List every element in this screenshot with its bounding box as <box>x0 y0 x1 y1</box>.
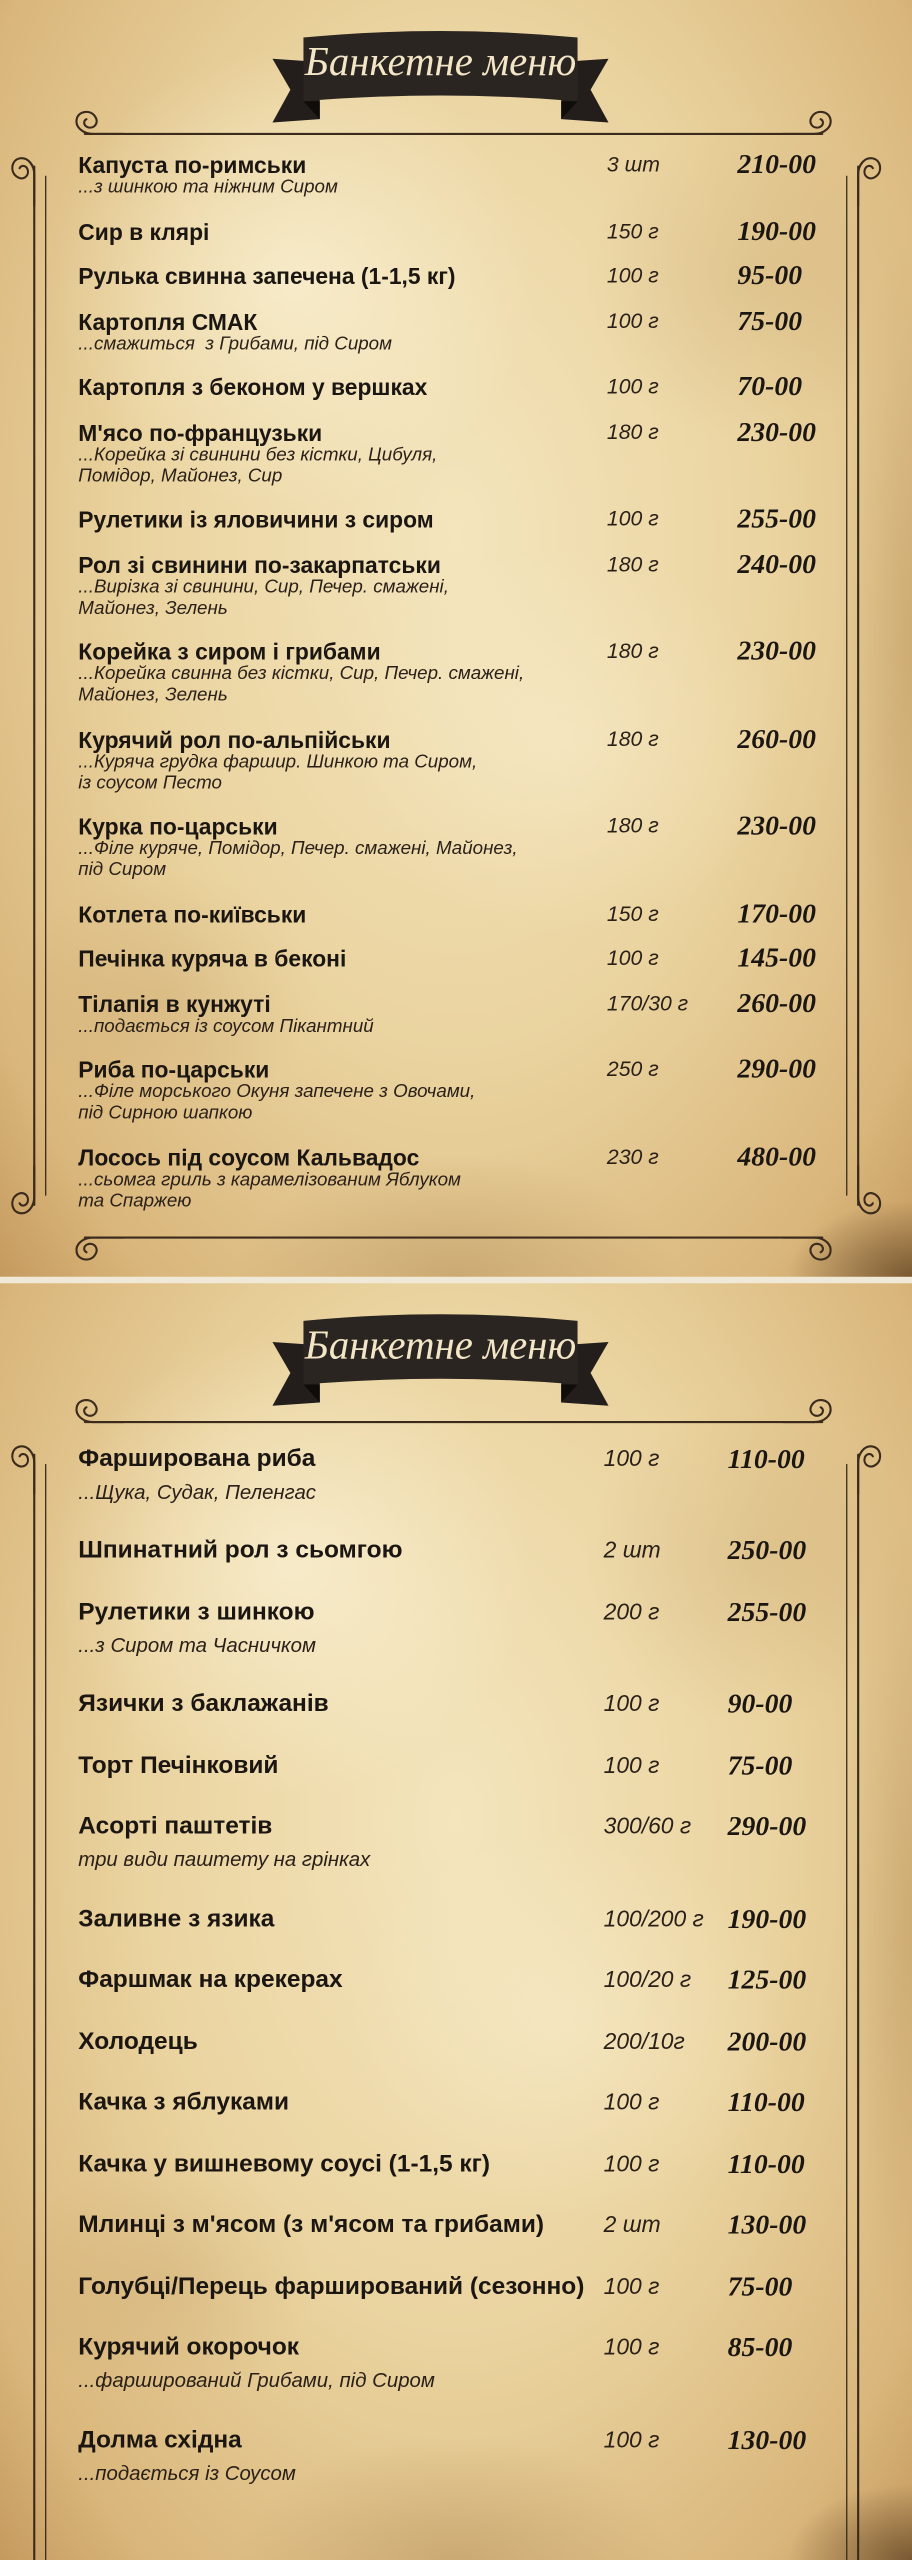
menu-item-portion: 100 г <box>603 1751 660 1778</box>
menu-item-description-line: ...Корейка зі свинини без кістки, Цибуля, <box>78 444 438 465</box>
menu-item-price: 230-00 <box>737 809 817 841</box>
menu-item-price: 145-00 <box>737 942 817 974</box>
menu-item-name: Долма східна <box>78 2425 242 2454</box>
menu-item-price: 230-00 <box>737 635 817 667</box>
menu-item-portion: 100 г <box>606 262 659 288</box>
menu-item-name: Курка по-царськи <box>78 813 278 840</box>
menu-item-name: Язички з баклажанів <box>78 1689 329 1718</box>
menu-item-portion: 100 г <box>603 2425 660 2452</box>
menu-item-name: Асорті паштетів <box>78 1812 273 1840</box>
menu-item-name: Тілапія в кунжуті <box>78 990 271 1017</box>
menu-item-price: 75-00 <box>727 1749 793 1781</box>
menu-item-name: Рулька свинна запечена (1-1,5 кг) <box>78 262 456 289</box>
menu-item-name: Качка з яблуками <box>78 2088 290 2116</box>
menu-item-portion: 250 г <box>606 1056 659 1081</box>
menu-item-description-line: ...з шинкою та ніжним Сиром <box>78 177 338 198</box>
menu-item-description-line: ...Філе морського Окуня запечене з Овочами, <box>78 1082 476 1103</box>
menu-item-name: Корейка з сиром і грибами <box>78 638 381 665</box>
menu-item-portion: 100 г <box>603 2271 660 2298</box>
menu-item-description <box>78 178 861 199</box>
menu-item <box>78 2027 861 2088</box>
menu-item-name: Млинці з м'ясом (з м'ясом та грибами) <box>78 2210 545 2239</box>
menu-item-name: Курячий окорочок <box>78 2333 300 2361</box>
menu-item-description <box>78 839 861 881</box>
menu-item-name: Фарширована риба <box>78 1444 316 1472</box>
menu-item-name: Рулетики із яловичини з сиром <box>78 506 434 533</box>
menu-item-price: 260-00 <box>737 986 817 1018</box>
menu-item-portion: 180 г <box>606 418 659 444</box>
menu-item-portion: 200/10г <box>603 2026 685 2054</box>
menu-item-name: Риба по-царськи <box>78 1056 270 1083</box>
menu-item-description-line: три види паштету на грінках <box>78 1848 371 1872</box>
menu-item-price: 95-00 <box>737 259 803 291</box>
menu-item-price: 290-00 <box>727 1810 807 1842</box>
menu-item-name: Рулетики з шинкою <box>78 1597 315 1626</box>
menu-item <box>78 148 861 218</box>
menu-item-portion: 200 г <box>603 1597 660 1624</box>
menu-item <box>78 2149 861 2210</box>
menu-item <box>78 809 861 900</box>
menu-item-portion: 100 г <box>603 2088 660 2115</box>
menu-item <box>78 897 861 945</box>
menu-item-portion: 3 шт <box>606 151 660 177</box>
menu-item-description <box>78 664 861 706</box>
menu-item-name: Холодець <box>78 2026 198 2055</box>
menu-item-description <box>78 445 861 487</box>
menu-item-name: Сир в клярі <box>78 217 210 245</box>
menu-item-portion: 100/20 г <box>603 1965 692 1992</box>
menu-item-description-line: ...Куряча грудка фаршир. Шинкою та Сиром, <box>78 751 478 772</box>
menu-item-description <box>78 752 861 794</box>
menu-item <box>78 214 861 263</box>
menu-item-price: 230-00 <box>737 415 817 447</box>
menu-item-name: Лосось під соусом Кальвадос <box>78 1143 420 1170</box>
menu-item-portion: 100 г <box>603 2333 660 2360</box>
menu-item-description-line: ...фарширований Грибами, під Сиром <box>78 2368 435 2392</box>
menu-list-page-1 <box>78 148 861 1231</box>
menu-item-description-line: Помідор, Майонез, Сир <box>78 466 283 486</box>
menu-item-description-line: та Спаржею <box>78 1191 192 1211</box>
menu-item-portion: 230 г <box>606 1143 659 1169</box>
menu-item-price: 85-00 <box>727 2331 793 2363</box>
menu-title: Банкетне меню <box>304 1324 577 1369</box>
menu-item-portion: 100 г <box>606 945 659 970</box>
menu-item <box>78 547 861 638</box>
menu-item-portion: 100 г <box>603 1689 660 1716</box>
menu-item <box>78 370 861 419</box>
menu-item-portion: 100 г <box>603 2149 660 2176</box>
menu-item-description-line: із соусом Песто <box>78 773 222 793</box>
menu-item-name: Курячий рол по-альпійськи <box>78 725 391 752</box>
menu-item-portion: 300/60 г <box>603 1812 692 1839</box>
menu-item-name: Рол зі свинини по-закарпатськи <box>78 551 441 578</box>
menu-item-name: Печінка куряча в беконі <box>78 945 347 972</box>
menu-item-price: 170-00 <box>737 897 817 929</box>
menu-item-price: 210-00 <box>737 148 817 180</box>
menu-item-description <box>78 1016 861 1037</box>
menu-item-price: 110-00 <box>727 2086 805 2118</box>
menu-item-portion: 100 г <box>606 307 659 333</box>
menu-item-description <box>78 1082 861 1124</box>
menu-item-description-line: ...подається із соусом Пікантний <box>78 1016 374 1036</box>
menu-list-page-2 <box>78 1444 861 2517</box>
menu-item-price: 240-00 <box>737 547 817 579</box>
menu-item <box>78 2333 861 2425</box>
menu-item-price: 290-00 <box>737 1053 817 1085</box>
menu-item <box>78 1751 861 1812</box>
menu-item-price: 255-00 <box>727 1595 807 1627</box>
menu-item-description <box>78 1633 861 1656</box>
menu-item <box>78 1690 861 1751</box>
menu-item-name: Фаршмак на крекерах <box>78 1965 343 1994</box>
menu-item <box>78 2425 861 2517</box>
menu-item-price: 75-00 <box>727 2270 793 2302</box>
menu-item-price: 125-00 <box>727 1964 807 1996</box>
menu-page-1 <box>0 0 912 1277</box>
menu-item-name: Котлета по-київськи <box>78 900 307 927</box>
menu-item-description <box>78 2369 861 2392</box>
menu-item-description-line: ...Щука, Судак, Пеленгас <box>78 1480 317 1503</box>
menu-item-portion: 180 г <box>606 638 659 663</box>
menu-item-description-line: ...Вирізка зі свинини, Сир, Печер. смажені, <box>78 577 449 597</box>
menu-item-price: 250-00 <box>727 1534 807 1566</box>
menu-item <box>78 1966 861 2027</box>
menu-item-price: 110-00 <box>727 1442 805 1474</box>
menu-title: Банкетне меню <box>304 40 577 85</box>
menu-item-description-line: ...смажиться з Грибами, під Сиром <box>78 333 392 354</box>
menu-item-portion: 100 г <box>603 1444 660 1471</box>
menu-item <box>78 304 861 374</box>
menu-item-name: Торт Печінковий <box>78 1751 279 1779</box>
menu-item <box>78 2088 861 2149</box>
menu-item-price: 190-00 <box>737 214 817 246</box>
menu-item-price: 130-00 <box>727 2423 807 2455</box>
menu-item <box>78 1444 861 1536</box>
menu-item <box>78 1595 861 1690</box>
menu-item-name: Капуста по-римськи <box>78 151 307 178</box>
menu-item <box>78 2208 861 2272</box>
menu-item <box>78 1536 861 1597</box>
menu-item <box>78 2272 861 2333</box>
menu-item-portion: 2 шт <box>603 2210 661 2237</box>
menu-item-name: Голубці/Перець фарширований (сезонно) <box>78 2271 585 2300</box>
menu-item-name: М'ясо по-французьки <box>78 418 323 445</box>
menu-item-portion: 180 г <box>606 551 659 576</box>
menu-item-description-line: ...подається із Соусом <box>78 2461 296 2485</box>
menu-item <box>78 259 861 308</box>
menu-item-name: Картопля СМАК <box>78 307 258 334</box>
menu-item-portion: 170/30 г <box>606 990 689 1015</box>
menu-item <box>78 635 861 725</box>
menu-item-description-line: ...з Сиром та Часничком <box>78 1633 316 1657</box>
menu-item-portion: 100 г <box>606 506 659 531</box>
menu-item-description-line: Майонез, Зелень <box>78 685 228 706</box>
menu-item-description-line: ...Корейка свинна без кістки, Сир, Печер. смажені, <box>78 664 525 685</box>
menu-item-description-line: під Сирною шапкою <box>78 1103 253 1124</box>
menu-item-name: Шпинатний рол з сьомгою <box>78 1536 403 1565</box>
menu-item-portion: 180 г <box>606 725 659 751</box>
menu-item <box>78 415 861 506</box>
menu-item-description <box>78 577 861 619</box>
menu-item-price: 75-00 <box>737 304 803 336</box>
menu-item-name: Заливне з язика <box>78 1904 275 1933</box>
menu-item-price: 260-00 <box>737 722 817 754</box>
menu-item-portion: 100/200 г <box>603 1904 704 1931</box>
menu-page-2 <box>0 1283 912 2560</box>
menu-item <box>78 1140 861 1231</box>
menu-item-portion: 150 г <box>606 900 659 925</box>
menu-item <box>78 1812 861 1904</box>
menu-item-price: 200-00 <box>727 2025 807 2057</box>
menu-item-description-line: Майонез, Зелень <box>78 598 228 618</box>
menu-item <box>78 1053 861 1143</box>
menu-item-name: Картопля з беконом у вершках <box>78 373 428 400</box>
menu-item-price: 90-00 <box>727 1688 793 1720</box>
menu-item <box>78 942 861 990</box>
menu-item-price: 255-00 <box>737 502 817 534</box>
menu-item-price: 110-00 <box>727 2147 805 2179</box>
menu-item <box>78 1904 861 1965</box>
menu-item-description <box>78 1170 861 1212</box>
menu-item-description <box>78 1480 861 1503</box>
menu-item-portion: 100 г <box>606 373 659 399</box>
menu-item-description <box>78 1848 861 1871</box>
menu-item-description <box>78 2461 861 2484</box>
menu-item-price: 70-00 <box>737 370 803 402</box>
menu-item-price: 190-00 <box>727 1902 807 1934</box>
menu-item-portion: 150 г <box>606 217 659 243</box>
menu-item-description-line: під Сиром <box>78 860 167 880</box>
menu-item <box>78 722 861 813</box>
menu-item-description <box>78 334 861 355</box>
menu-item-portion: 2 шт <box>603 1536 661 1563</box>
menu-item-price: 480-00 <box>737 1140 817 1172</box>
menu-item-name: Качка у вишневому соусі (1-1,5 кг) <box>78 2149 491 2178</box>
menu-item <box>78 986 861 1056</box>
menu-item-portion: 180 г <box>606 813 659 838</box>
menu-item-description-line: ...Філе куряче, Помідор, Печер. смажені, Майонез, <box>78 839 518 859</box>
menu-item-description-line: ...сьомга гриль з карамелізованим Яблуком <box>78 1169 461 1190</box>
menu-item-price: 130-00 <box>727 2208 807 2240</box>
menu-item <box>78 502 861 551</box>
